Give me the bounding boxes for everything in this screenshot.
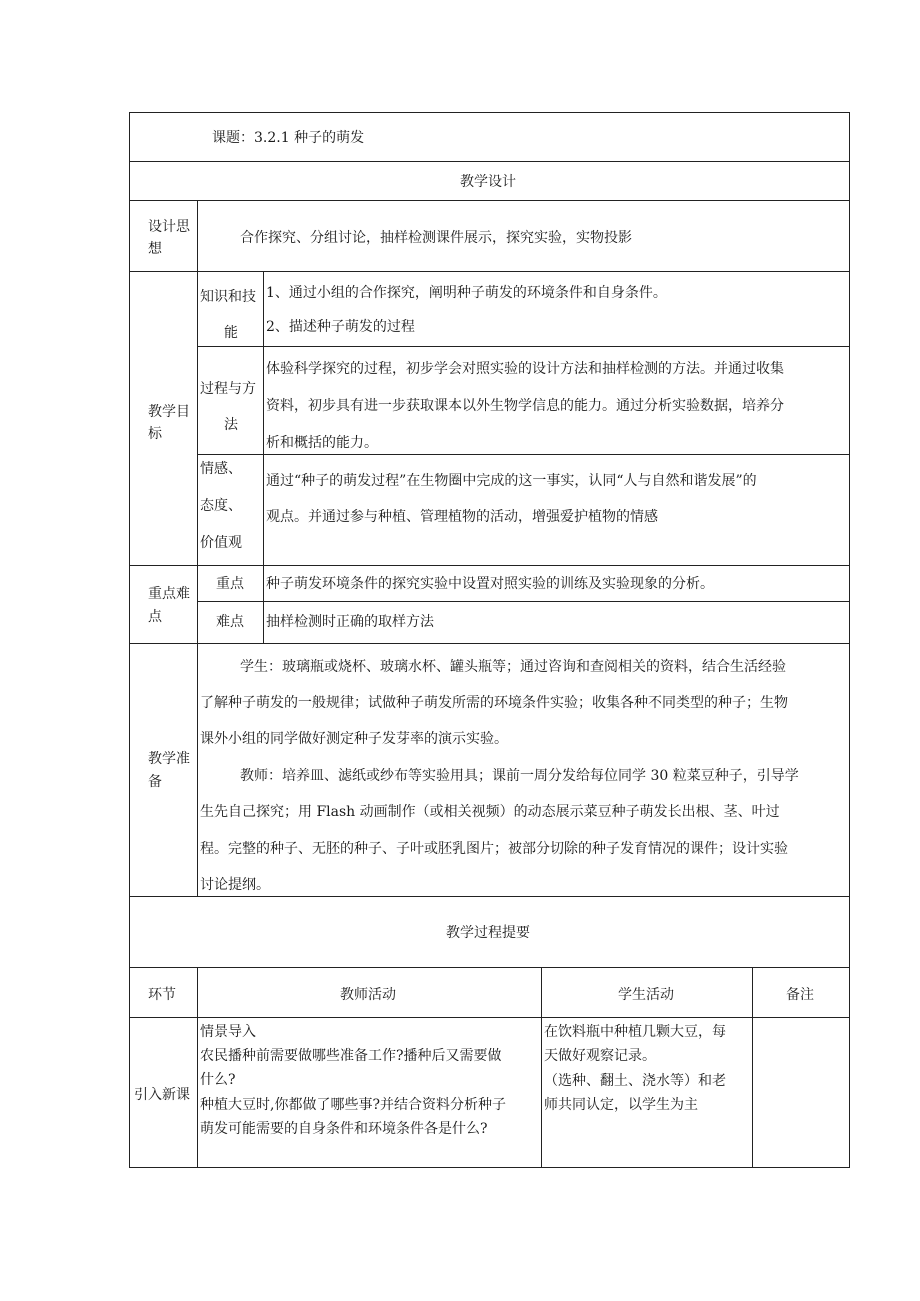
rule: [129, 200, 850, 201]
rule: [197, 454, 850, 455]
emotion-label: 价值观: [200, 535, 242, 551]
intro-teacher-text: 种植大豆时,你都做了哪些事?并结合资料分析种子: [200, 1097, 506, 1113]
rule: [541, 967, 542, 1168]
key-text: 种子萌发环境条件的探究实验中设置对照实验的训练及实验现象的分析。: [266, 576, 714, 592]
objectives-label: 标: [148, 426, 162, 442]
preparation-text: 教师：培养皿、滤纸或纱布等实验用具；课前一周分发给每位同学 30 粒菜豆种子，引导学: [240, 768, 799, 784]
preparation-text: 生先自己探究；用 Flash 动画制作（或相关视频）的动态展示菜豆种子萌发长出根、茎、叶过: [200, 804, 780, 820]
intro-student-text: （选种、翻土、浇水等）和老: [544, 1073, 726, 1089]
intro-teacher-text: 萌发可能需要的自身条件和环境条件各是什么?: [200, 1121, 488, 1137]
rule: [197, 346, 850, 347]
rule: [129, 967, 850, 968]
rule: [197, 200, 198, 272]
preparation-text: 讨论提纲。: [200, 877, 270, 893]
preparation-text: 程。完整的种子、无胚的种子、子叶或胚乳图片；被部分切除的种子发育情况的课件；设计实验: [200, 841, 788, 857]
preparation-label: 教学准: [148, 751, 190, 767]
intro-teacher-text: 情景导入: [200, 1024, 256, 1040]
rule: [197, 643, 198, 897]
design-idea-label: 想: [148, 241, 162, 257]
process-text: 资料，初步具有进一步获取课本以外生物学信息的能力。通过分析实验数据，培养分: [266, 398, 784, 414]
rule: [197, 601, 850, 602]
process-label: 法: [224, 417, 238, 433]
intro-student-text: 在饮料瓶中种植几颗大豆，每: [544, 1024, 726, 1040]
rule: [263, 271, 264, 644]
rule: [752, 967, 753, 1168]
process-text: 析和概括的能力。: [266, 435, 378, 451]
emotion-label: 情感、: [200, 461, 242, 477]
rule: [129, 643, 850, 644]
knowledge-label: 知识和技: [200, 289, 256, 305]
intro-student-text: 天做好观察记录。: [544, 1048, 656, 1064]
process-text: 体验科学探究的过程，初步学会对照实验的设计方法和抽样检测的方法。并通过收集: [266, 361, 784, 377]
difficulty-text: 抽样检测时正确的取样方法: [266, 614, 434, 630]
rule: [129, 565, 850, 566]
rule: [129, 161, 850, 162]
table-border-bottom: [129, 1167, 850, 1168]
intro-teacher-text: 农民播种前需要做哪些准备工作?播种后又需要做: [200, 1048, 502, 1064]
knowledge-text: 2、描述种子萌发的过程: [266, 319, 415, 335]
rule: [197, 967, 198, 1168]
column-header-teacher: 教师活动: [340, 987, 396, 1003]
design-idea-text: 合作探究、分组讨论，抽样检测课件展示，探究实验，实物投影: [240, 230, 632, 246]
preparation-text: 学生：玻璃瓶或烧杯、玻璃水杯、罐头瓶等；通过咨询和查阅相关的资料，结合生活经验: [240, 659, 786, 675]
key-points-label: 点: [148, 609, 162, 625]
key-points-label: 重点难: [148, 586, 190, 602]
intro-teacher-text: 什么?: [200, 1072, 236, 1088]
design-heading: 教学设计: [460, 174, 516, 190]
rule: [129, 1017, 850, 1018]
table-border-top: [129, 112, 850, 113]
objectives-label: 教学目: [148, 404, 190, 420]
knowledge-text: 1、通过小组的合作探究，阐明种子萌发的环境条件和自身条件。: [266, 285, 667, 301]
emotion-text: 通过“种子的萌发过程”在生物圈中完成的这一事实，认同“人与自然和谐发展”的: [266, 473, 757, 489]
course-title: 课题：3.2.1 种子的萌发: [212, 130, 365, 146]
preparation-label: 备: [148, 774, 162, 790]
emotion-label: 态度、: [200, 498, 242, 514]
rule: [129, 271, 850, 272]
knowledge-label: 能: [224, 325, 238, 341]
key-label: 重点: [216, 576, 244, 592]
process-label: 过程与方: [200, 381, 256, 397]
column-header-student: 学生活动: [618, 987, 674, 1003]
intro-stage: 引入新课: [134, 1087, 190, 1103]
column-header-stage: 环节: [148, 987, 176, 1003]
preparation-text: 课外小组的同学做好测定种子发芽率的演示实验。: [200, 731, 508, 747]
process-outline-heading: 教学过程提要: [446, 925, 530, 941]
rule: [129, 896, 850, 897]
emotion-text: 观点。并通过参与种植、管理植物的活动，增强爱护植物的情感: [266, 509, 658, 525]
preparation-text: 了解种子萌发的一般规律；试做种子萌发所需的环境条件实验；收集各种不同类型的种子；生物: [200, 695, 788, 711]
intro-student-text: 师共同认定，以学生为主: [544, 1097, 698, 1113]
difficulty-label: 难点: [216, 614, 244, 630]
rule: [197, 271, 198, 644]
design-idea-label: 设计思: [148, 219, 190, 235]
column-header-note: 备注: [786, 987, 814, 1003]
